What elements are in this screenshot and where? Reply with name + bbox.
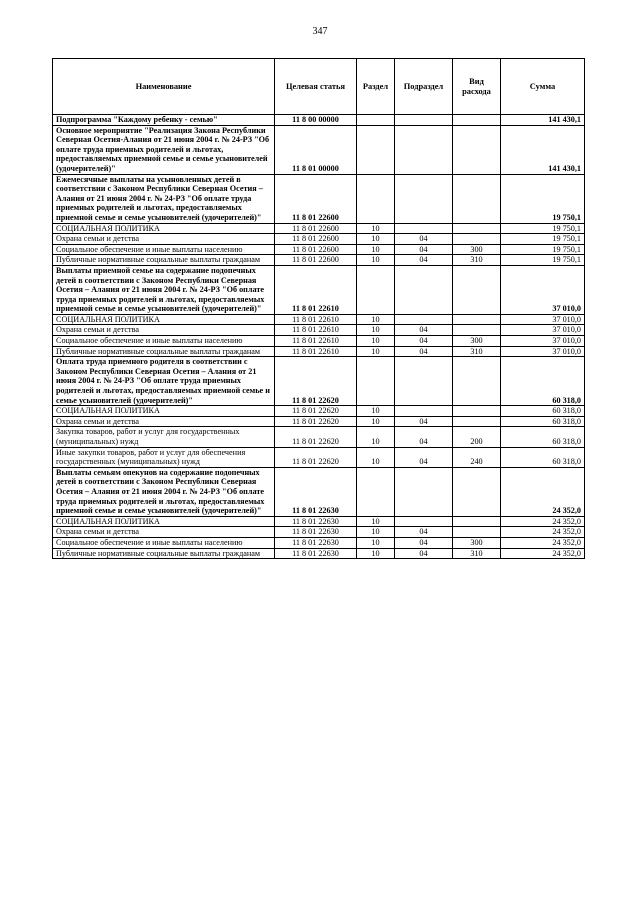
- row-subsection: [395, 406, 453, 417]
- row-section: 10: [357, 416, 395, 427]
- row-target-code: 11 8 01 22620: [275, 416, 357, 427]
- row-expense-type: [453, 174, 501, 223]
- row-section: [357, 125, 395, 174]
- row-subsection: 04: [395, 336, 453, 347]
- table-row: [53, 346, 585, 357]
- row-section: 10: [357, 234, 395, 245]
- row-expense-type: [453, 516, 501, 527]
- table-row: [53, 537, 585, 548]
- col-header-code: Целевая статья: [275, 59, 357, 115]
- row-name: Оплата труда приемного родителя в соответствии с Законом Республики Северная Осетия – Алания от 21 июня 2004 г. № 24-РЗ "Об оплате труда приемных родителей и льготах, предоставляемых приемной семье и семье усыновителей (удочерителей)": [53, 357, 275, 406]
- row-subsection: 04: [395, 325, 453, 336]
- row-subsection: 04: [395, 234, 453, 245]
- row-amount: 37 010,0: [501, 336, 585, 347]
- row-subsection: 04: [395, 416, 453, 427]
- row-target-code: 11 8 01 22620: [275, 427, 357, 447]
- row-expense-type: 310: [453, 548, 501, 559]
- row-name: Публичные нормативные социальные выплаты гражданам: [53, 548, 275, 559]
- row-name: Закупка товаров, работ и услуг для государственных (муниципальных) нужд: [53, 427, 275, 447]
- row-subsection: 04: [395, 537, 453, 548]
- row-subsection: [395, 115, 453, 126]
- row-name: СОЦИАЛЬНАЯ ПОЛИТИКА: [53, 406, 275, 417]
- table-row: [53, 447, 585, 467]
- row-section: 10: [357, 527, 395, 538]
- row-section: [357, 467, 395, 516]
- row-name: Ежемесячные выплаты на усыновленных детей в соответствии с Законом Республики Северная Осетия – Алания от 21 июня 2004 г. № 24-РЗ "Об оплате труда приемных родителей и льготах, предоставляемых приемной семье и семье усыновителей (удочерителей)": [53, 174, 275, 223]
- row-amount: 37 010,0: [501, 346, 585, 357]
- row-target-code: 11 8 01 22620: [275, 357, 357, 406]
- row-amount: 37 010,0: [501, 314, 585, 325]
- row-section: 10: [357, 244, 395, 255]
- row-expense-type: 300: [453, 336, 501, 347]
- row-name: Публичные нормативные социальные выплаты гражданам: [53, 346, 275, 357]
- row-target-code: 11 8 01 22600: [275, 223, 357, 234]
- row-amount: 24 352,0: [501, 467, 585, 516]
- row-name: Охрана семьи и детства: [53, 234, 275, 245]
- row-expense-type: 240: [453, 447, 501, 467]
- row-amount: 60 318,0: [501, 357, 585, 406]
- row-section: 10: [357, 255, 395, 266]
- row-name: Выплаты семьям опекунов на содержание подопечных детей в соответствии с Законом Республики Северная Осетия – Алания от 21 июня 2004 г. № 24-РЗ "Об оплате труда приемных родителей и льготах, предоставляемых приемной семье и семье усыновителей (удочерителей)": [53, 467, 275, 516]
- row-target-code: 11 8 01 22610: [275, 325, 357, 336]
- row-target-code: 11 8 01 22630: [275, 516, 357, 527]
- row-name: Охрана семьи и детства: [53, 416, 275, 427]
- col-header-expense-type: Вид расхода: [453, 59, 501, 115]
- row-subsection: 04: [395, 427, 453, 447]
- row-target-code: 11 8 01 22630: [275, 527, 357, 538]
- table-row: [53, 125, 585, 174]
- row-amount: 24 352,0: [501, 516, 585, 527]
- row-subsection: [395, 265, 453, 314]
- row-amount: 24 352,0: [501, 548, 585, 559]
- row-target-code: 11 8 01 22610: [275, 346, 357, 357]
- row-target-code: 11 8 01 22630: [275, 467, 357, 516]
- row-section: 10: [357, 447, 395, 467]
- row-target-code: 11 8 01 22630: [275, 548, 357, 559]
- row-section: 10: [357, 325, 395, 336]
- row-expense-type: 200: [453, 427, 501, 447]
- row-name: Охрана семьи и детства: [53, 527, 275, 538]
- table-row: [53, 516, 585, 527]
- table-row: [53, 406, 585, 417]
- row-amount: 141 430,1: [501, 125, 585, 174]
- table-header-row: [53, 59, 585, 115]
- row-subsection: 04: [395, 447, 453, 467]
- row-section: 10: [357, 537, 395, 548]
- row-amount: 19 750,1: [501, 174, 585, 223]
- row-target-code: 11 8 01 22610: [275, 314, 357, 325]
- row-amount: 37 010,0: [501, 325, 585, 336]
- table-row: [53, 548, 585, 559]
- row-subsection: 04: [395, 346, 453, 357]
- table-row: [53, 336, 585, 347]
- row-target-code: 11 8 01 22600: [275, 234, 357, 245]
- table-row: [53, 174, 585, 223]
- row-expense-type: [453, 265, 501, 314]
- table-row: [53, 265, 585, 314]
- row-subsection: [395, 467, 453, 516]
- row-section: 10: [357, 336, 395, 347]
- budget-table: [52, 58, 585, 559]
- col-header-subsection: Подраздел: [395, 59, 453, 115]
- row-subsection: [395, 314, 453, 325]
- row-target-code: 11 8 01 22610: [275, 336, 357, 347]
- row-name: Подпрограмма "Каждому ребенку - семью": [53, 115, 275, 126]
- row-expense-type: [453, 357, 501, 406]
- row-section: 10: [357, 346, 395, 357]
- row-target-code: 11 8 01 22620: [275, 406, 357, 417]
- row-expense-type: 300: [453, 537, 501, 548]
- row-name: Социальное обеспечение и иные выплаты населению: [53, 244, 275, 255]
- row-subsection: [395, 223, 453, 234]
- row-section: 10: [357, 516, 395, 527]
- table-row: [53, 115, 585, 126]
- row-expense-type: [453, 416, 501, 427]
- row-subsection: 04: [395, 244, 453, 255]
- row-name: Иные закупки товаров, работ и услуг для обеспечения государственных (муниципальных) нужд: [53, 447, 275, 467]
- row-target-code: 11 8 01 22600: [275, 255, 357, 266]
- row-amount: 60 318,0: [501, 406, 585, 417]
- table-row: [53, 234, 585, 245]
- row-name: Публичные нормативные социальные выплаты гражданам: [53, 255, 275, 266]
- row-expense-type: [453, 115, 501, 126]
- row-amount: 19 750,1: [501, 255, 585, 266]
- row-target-code: 11 8 00 00000: [275, 115, 357, 126]
- row-expense-type: [453, 314, 501, 325]
- col-header-section: Раздел: [357, 59, 395, 115]
- table-row: [53, 467, 585, 516]
- row-amount: 141 430,1: [501, 115, 585, 126]
- row-subsection: [395, 357, 453, 406]
- page-number: 347: [312, 26, 328, 37]
- row-target-code: 11 8 01 22600: [275, 244, 357, 255]
- table-row: [53, 255, 585, 266]
- row-amount: 37 010,0: [501, 265, 585, 314]
- row-target-code: 11 8 01 22610: [275, 265, 357, 314]
- row-amount: 19 750,1: [501, 234, 585, 245]
- row-expense-type: [453, 406, 501, 417]
- col-header-name: Наименование: [53, 59, 275, 115]
- row-amount: 19 750,1: [501, 223, 585, 234]
- table-row: [53, 416, 585, 427]
- row-subsection: [395, 516, 453, 527]
- row-section: 10: [357, 223, 395, 234]
- row-expense-type: [453, 527, 501, 538]
- table-row: [53, 223, 585, 234]
- row-name: Выплаты приемной семье на содержание подопечных детей в соответствии с Законом Республики Северная Осетия – Алания от 21 июня 2004 г. № 24-РЗ "Об оплате труда приемных родителей и льготах, предоставляемых приемной семье и семье усыновителей (удочерителей)": [53, 265, 275, 314]
- row-subsection: [395, 174, 453, 223]
- row-expense-type: [453, 125, 501, 174]
- row-section: [357, 174, 395, 223]
- row-subsection: 04: [395, 527, 453, 538]
- row-expense-type: [453, 234, 501, 245]
- row-amount: 60 318,0: [501, 416, 585, 427]
- row-name: Социальное обеспечение и иные выплаты населению: [53, 537, 275, 548]
- row-name: Охрана семьи и детства: [53, 325, 275, 336]
- table-row: [53, 527, 585, 538]
- row-section: 10: [357, 406, 395, 417]
- table-row: [53, 314, 585, 325]
- row-name: Социальное обеспечение и иные выплаты населению: [53, 336, 275, 347]
- row-target-code: 11 8 01 22620: [275, 447, 357, 467]
- row-expense-type: 300: [453, 244, 501, 255]
- row-subsection: 04: [395, 255, 453, 266]
- row-name: СОЦИАЛЬНАЯ ПОЛИТИКА: [53, 223, 275, 234]
- row-amount: 19 750,1: [501, 244, 585, 255]
- row-section: 10: [357, 314, 395, 325]
- row-section: [357, 115, 395, 126]
- row-amount: 60 318,0: [501, 447, 585, 467]
- row-name: СОЦИАЛЬНАЯ ПОЛИТИКА: [53, 516, 275, 527]
- row-expense-type: [453, 325, 501, 336]
- row-amount: 24 352,0: [501, 527, 585, 538]
- row-subsection: 04: [395, 548, 453, 559]
- table-row: [53, 357, 585, 406]
- table-row: [53, 244, 585, 255]
- row-section: [357, 357, 395, 406]
- row-target-code: 11 8 01 22630: [275, 537, 357, 548]
- row-section: 10: [357, 548, 395, 559]
- row-section: [357, 265, 395, 314]
- row-expense-type: 310: [453, 346, 501, 357]
- row-name: СОЦИАЛЬНАЯ ПОЛИТИКА: [53, 314, 275, 325]
- row-expense-type: [453, 223, 501, 234]
- row-amount: 24 352,0: [501, 537, 585, 548]
- row-amount: 60 318,0: [501, 427, 585, 447]
- row-section: 10: [357, 427, 395, 447]
- row-target-code: 11 8 01 00000: [275, 125, 357, 174]
- row-expense-type: [453, 467, 501, 516]
- col-header-amount: Сумма: [501, 59, 585, 115]
- row-name: Основное мероприятие "Реализация Закона Республики Северная Осетия-Алания от 21 июня 2004 г. № 24-РЗ "Об оплате труда приемных родителей и льготах, предоставляемых приемной семье и семье усыновителей (удочерителей)": [53, 125, 275, 174]
- row-target-code: 11 8 01 22600: [275, 174, 357, 223]
- row-expense-type: 310: [453, 255, 501, 266]
- table-row: [53, 427, 585, 447]
- table-row: [53, 325, 585, 336]
- row-subsection: [395, 125, 453, 174]
